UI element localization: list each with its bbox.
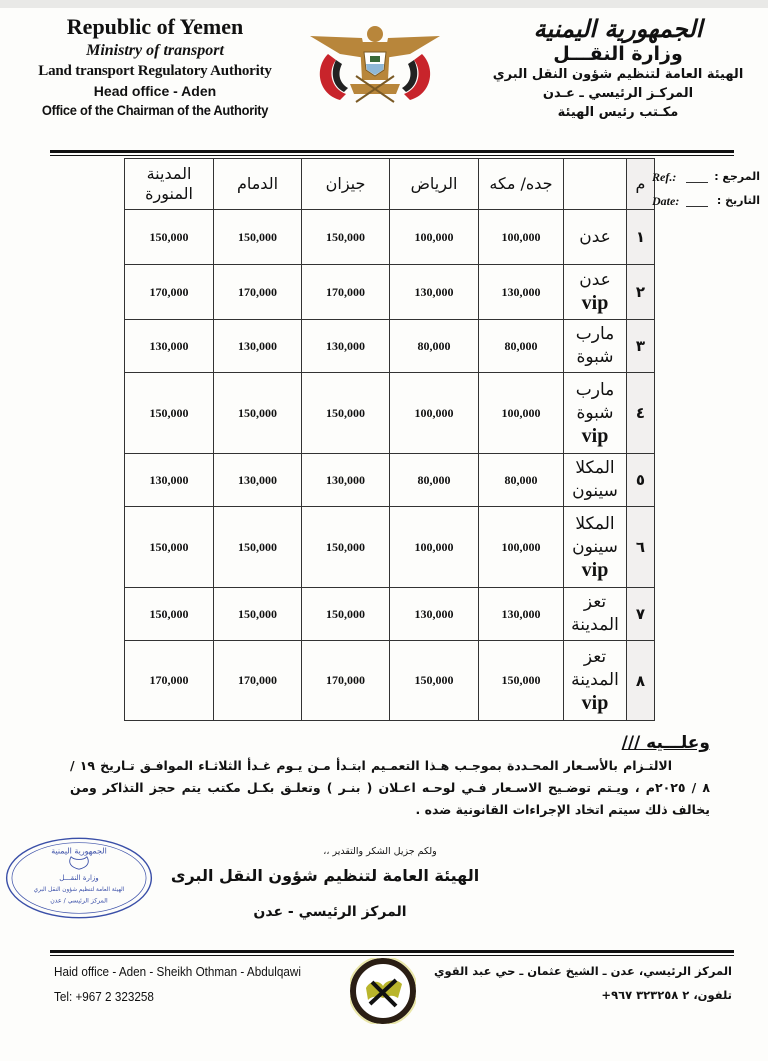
date-label-en: Date: [652,194,680,208]
price-cell: 80,000 [479,320,564,373]
circular-body [70,733,710,821]
price-cell: 130,000 [302,454,390,507]
city-name: مارب شبوة [575,379,615,423]
price-cell: 100,000 [479,210,564,265]
price-cell: 100,000 [390,210,479,265]
price-cell: 150,000 [125,588,214,641]
body-paragraph [70,755,710,821]
city-name: تعز المدينة [571,592,619,635]
row-index: ٢ [627,265,655,320]
price-cell: 130,000 [302,320,390,373]
price-cell: 170,000 [302,641,390,721]
price-cell: 150,000 [125,210,214,265]
price-cell: 130,000 [479,265,564,320]
ref-date-block [652,170,762,218]
authority-name-en: Land transport Regulatory Authority [38,63,272,79]
closing-thanks: ولكم جزيل الشكر والتقدير ،، [323,846,437,857]
office-name-en: Head office - Aden [93,83,217,99]
yemen-eagle-emblem-icon [300,18,450,108]
table-row [125,641,655,721]
english-letterhead [20,8,290,118]
price-cell: 130,000 [214,454,302,507]
ref-label-ar: المرجع : [714,170,760,183]
footer-rule-thick [50,950,734,953]
ref-row [652,170,762,194]
country-name-en: Republic of Yemen [66,14,244,39]
price-cell: 150,000 [214,507,302,588]
stamp-office-text: المركز الرئيسي / عدن [50,897,108,905]
vip-label: vip [581,424,609,447]
footer-rule-thin [50,955,734,956]
price-cell: 170,000 [302,265,390,320]
table-header-row [125,159,655,210]
row-index: ٧ [627,588,655,641]
price-cell: 150,000 [302,373,390,454]
footer-english [54,964,301,1014]
price-cell: 130,000 [125,320,214,373]
price-cell: 150,000 [302,507,390,588]
signature-organization: الهيئة العامة لتنظيم شؤون النقل البرى [170,866,480,885]
col-header-index: م [627,159,655,210]
price-cell: 150,000 [125,373,214,454]
price-cell: 100,000 [390,373,479,454]
price-cell: 170,000 [125,265,214,320]
table-row [125,588,655,641]
stamp-top-text: الجمهورية اليمنية [51,846,107,856]
table-row [125,265,655,320]
col-header-madinah: المدينة المنورة [125,159,214,210]
footer-address-ar: المركز الرئيسي، عدن ـ الشيخ عثمان ـ حي عبد القوي [433,964,732,978]
price-cell: 150,000 [302,588,390,641]
ministry-name-en: Ministry of transport [86,42,224,59]
table-row [125,373,655,454]
price-cell: 170,000 [214,641,302,721]
official-stamp-icon [4,830,154,926]
authority-logo-icon [350,958,416,1024]
price-cell: 130,000 [479,588,564,641]
origin-city [564,320,627,373]
price-cell: 130,000 [214,320,302,373]
city-name: المكلا سينون [572,458,618,501]
table-row [125,454,655,507]
price-cell: 150,000 [214,210,302,265]
footer-tel-ar: تلفون، ٢ ٣٢٣٢٥٨ ٩٦٧+ [601,988,732,1002]
stamp-bottom-text: الهيئة العامة لتنظيم شؤون النقل البري [33,887,125,894]
price-cell: 150,000 [125,507,214,588]
vip-label: vip [581,292,609,314]
city-name: عدن [579,226,611,247]
price-cell: 130,000 [390,265,479,320]
date-label-ar: التاريخ : [716,194,760,207]
row-index: ٥ [627,454,655,507]
col-header-dammam: الدمام [214,159,302,210]
row-index: ١ [627,210,655,265]
price-cell: 80,000 [390,320,479,373]
price-cell: 150,000 [479,641,564,721]
table-row [125,507,655,588]
vip-label: vip [581,558,609,581]
city-name: مارب شبوة [575,324,615,367]
ref-label-en: Ref.: [652,170,677,184]
signature-office: المركز الرئيسي - عدن [253,904,407,920]
price-cell: 150,000 [214,373,302,454]
row-index: ٦ [627,507,655,588]
country-name-ar: الجمهورية اليمنية [533,14,703,43]
date-line [686,206,708,207]
city-name: تعز المدينة [571,647,619,690]
header-rule-thick [50,150,734,153]
top-strip [0,0,768,8]
origin-city [564,210,627,265]
header-rule-thin [50,155,734,156]
price-cell: 100,000 [390,507,479,588]
origin-city [564,265,627,320]
table-row [125,320,655,373]
chairman-office-en: Office of the Chairman of the Authority [41,102,269,118]
price-cell: 80,000 [479,454,564,507]
price-cell: 170,000 [125,641,214,721]
city-name: عدن [579,270,611,290]
footer-arabic [434,964,732,1012]
price-cell: 100,000 [479,373,564,454]
vip-label: vip [581,692,609,714]
price-cell: 130,000 [390,588,479,641]
row-index: ٨ [627,641,655,721]
origin-city [564,588,627,641]
footer-tel-en: Tel: +967 2 323258 [54,989,154,1004]
price-cell: 80,000 [390,454,479,507]
body-heading: وعلـــيه /// [621,733,710,753]
origin-city [564,454,627,507]
origin-city [564,373,627,454]
price-cell: 150,000 [302,210,390,265]
date-row [652,194,762,218]
row-index: ٤ [627,373,655,454]
ref-line [686,182,708,183]
col-header-riyadh: الرياض [390,159,479,210]
chairman-office-ar: مكـتب رئيس الهيئة [557,105,679,120]
col-header-jeddah-makkah: جده/ مكه [479,159,564,210]
table-row [125,210,655,265]
ministry-name-ar: وزارة النقـــل [553,43,683,65]
origin-city [564,507,627,588]
price-cell: 150,000 [214,588,302,641]
price-cell: 130,000 [125,454,214,507]
price-cell: 150,000 [390,641,479,721]
body-paragraph-text: الالتـزام بالأسـعار المحـددة بموجـب هـذا التعمـيم ابتـدأ مـن يـوم غـدأ الثلاثـاء الموافـق تـاريخ ١٩ / ٨ / ٢٠٢٥م ، ويـتم توضـيح الاسـعار فـي لوحـه اعـلان ( بنـر ) وتعلـق بكـل مكتب يتم حجز التذاكر ومن يخالف ذلك سيتم اتخاد الإجراءات القانونية ضده . [70,758,710,817]
price-cell: 170,000 [214,265,302,320]
arabic-letterhead [488,14,748,120]
city-name: المكلا سينون [572,513,618,557]
stamp-mid-text: وزارة النقـــل [59,872,99,882]
col-header-jizan: جيزان [302,159,390,210]
price-cell: 100,000 [479,507,564,588]
authority-name-ar: الهيئة العامة لتنظيم شؤون النقل البري [492,67,744,82]
footer-address-en: Haid office - Aden - Sheikh Othman - Abdulqawi [54,964,301,979]
col-header-origin [564,159,627,210]
row-index: ٣ [627,320,655,373]
office-name-ar: المركـز الرئيسي ـ عـدن [542,86,694,101]
price-table [124,158,655,721]
origin-city [564,641,627,721]
